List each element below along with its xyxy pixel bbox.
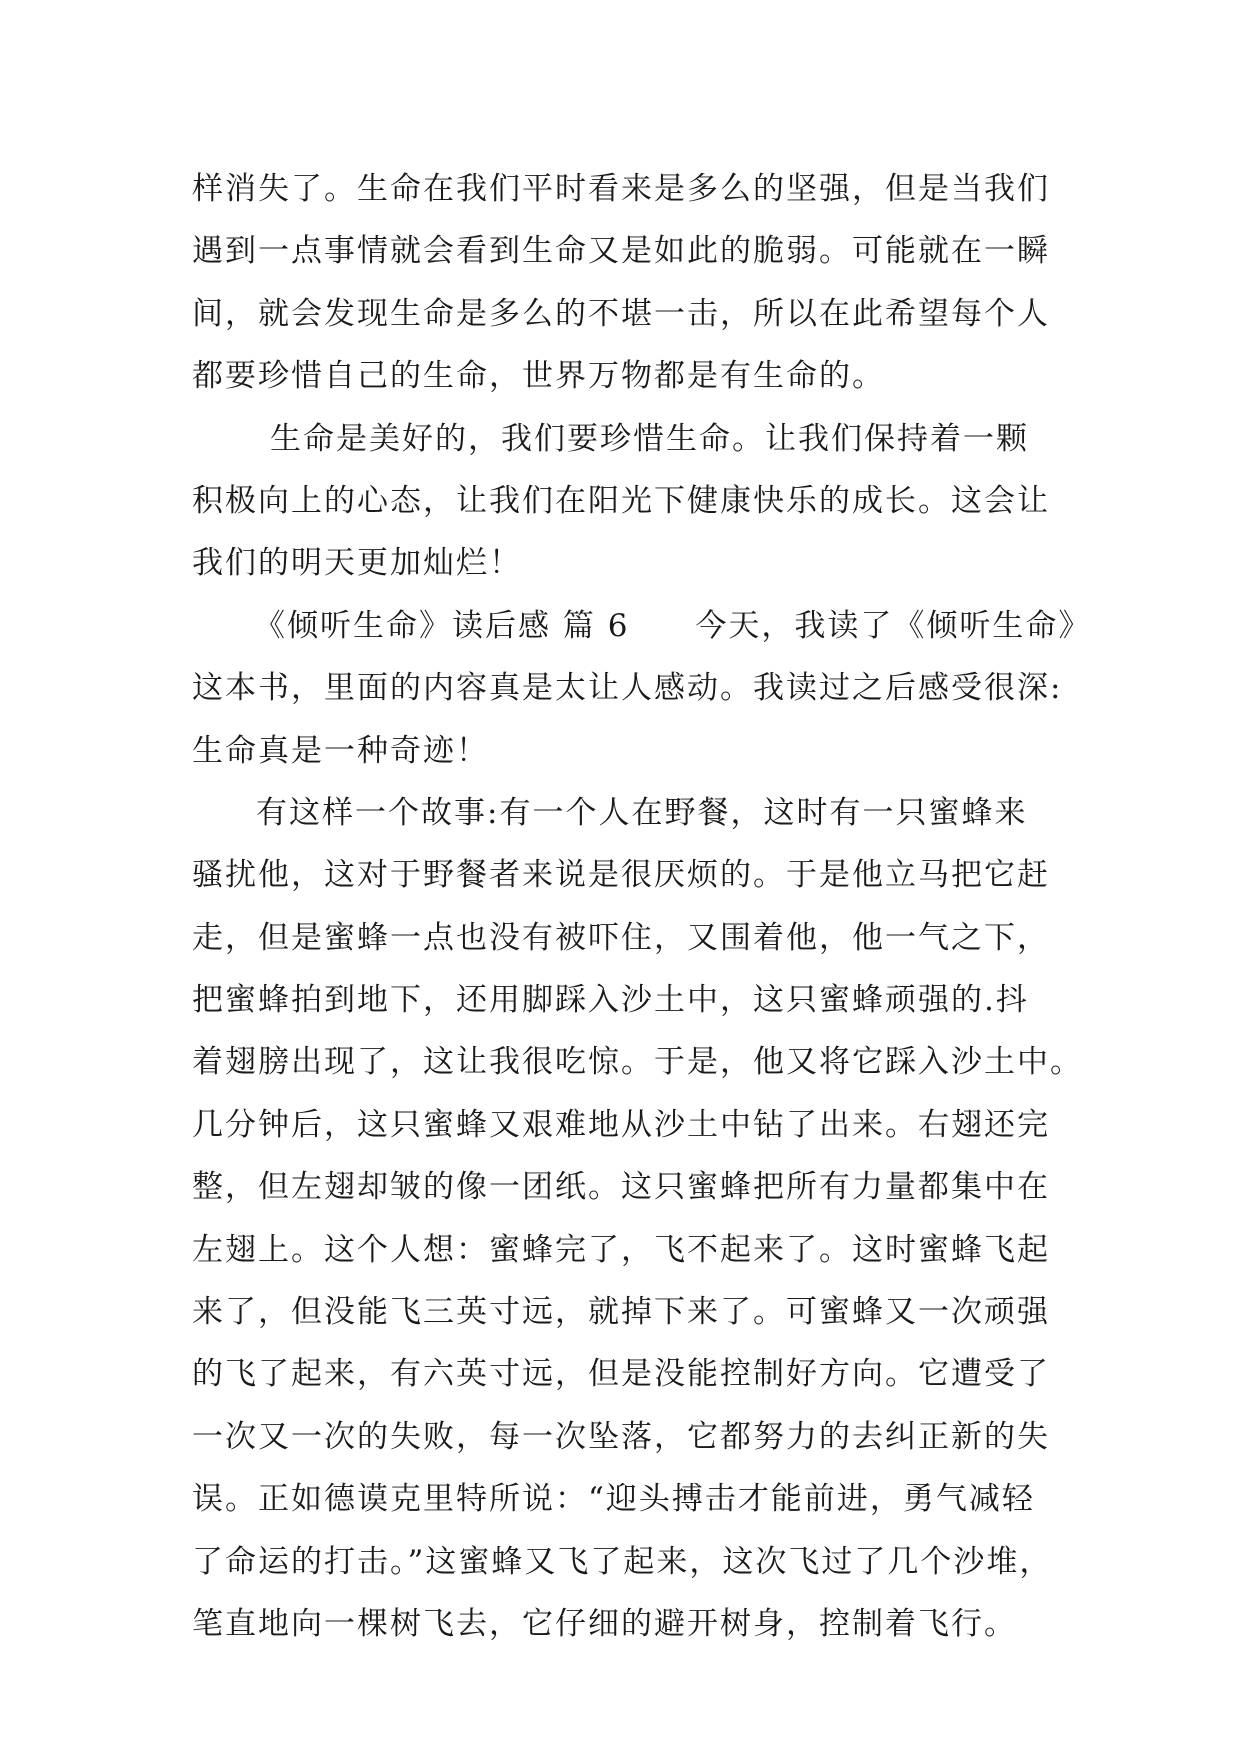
text-line: 的飞了起来，有六英寸远，但是没能控制好方向。它遭受了 (192, 1356, 1050, 1393)
text-line: 生命真是一种奇迹！ (192, 732, 489, 769)
text-line: 走，但是蜜蜂一点也没有被吓住，又围着他，他一气之下， (192, 919, 1050, 956)
text-line: 有这样一个故事:有一个人在野餐，这时有一只蜜蜂来 (256, 794, 1028, 831)
text-line: 积极向上的心态，让我们在阳光下健康快乐的成长。这会让 (192, 482, 1050, 519)
text-line: 笔直地向一棵树飞去，它仔细的避开树身，控制着飞行。 (192, 1605, 1017, 1642)
text-line: 骚扰他，这对于野餐者来说是很厌烦的。于是他立马把它赶 (192, 857, 1050, 894)
text-line: 遇到一点事情就会看到生命又是如此的脆弱。可能就在一瞬 (192, 233, 1050, 270)
body-text (192, 158, 1092, 1655)
text-line: 整，但左翅却皱的像一团纸。这只蜜蜂把所有力量都集中在 (192, 1169, 1050, 1206)
text-line: 间，就会发现生命是多么的不堪一击，所以在此希望每个人 (192, 295, 1050, 332)
text-line: 一次又一次的失败，每一次坠落，它都努力的去纠正新的失 (192, 1418, 1050, 1455)
text-line: 来了，但没能飞三英寸远，就掉下来了。可蜜蜂又一次顽强 (192, 1294, 1050, 1331)
text-line: 左翅上。这个人想：蜜蜂完了，飞不起来了。这时蜜蜂飞起 (192, 1231, 1050, 1268)
text-line: 误。正如德谟克里特所说：“迎头搏击才能前进，勇气减轻 (192, 1481, 1035, 1518)
text-line: 着翅膀出现了，这让我很吃惊。于是，他又将它踩入沙土中。 (192, 1044, 1083, 1081)
text-line: 几分钟后，这只蜜蜂又艰难地从沙土中钻了出来。右翅还完 (192, 1106, 1050, 1143)
text-line: 样消失了。生命在我们平时看来是多么的坚强，但是当我们 (192, 171, 1050, 207)
text-line: 把蜜蜂拍到地下，还用脚踩入沙土中，这只蜜蜂顽强的.抖 (192, 982, 1029, 1019)
text-line: 我们的明天更加灿烂！ (192, 545, 522, 582)
text-line: 都要珍惜自己的生命，世界万物都是有生命的。 (192, 358, 885, 395)
text-line: 这本书，里面的内容真是太让人感动。我读过之后感受很深: (192, 670, 1063, 707)
section-heading-line: 《倾听生命》读后感 篇 6 今天，我读了《倾听生命》 (254, 607, 1092, 644)
text-line: 了命运的打击。”这蜜蜂又飞了起来，这次飞过了几个沙堆， (192, 1543, 1053, 1580)
text-line: 生命是美好的，我们要珍惜生命。让我们保持着一颗 (270, 420, 1029, 457)
